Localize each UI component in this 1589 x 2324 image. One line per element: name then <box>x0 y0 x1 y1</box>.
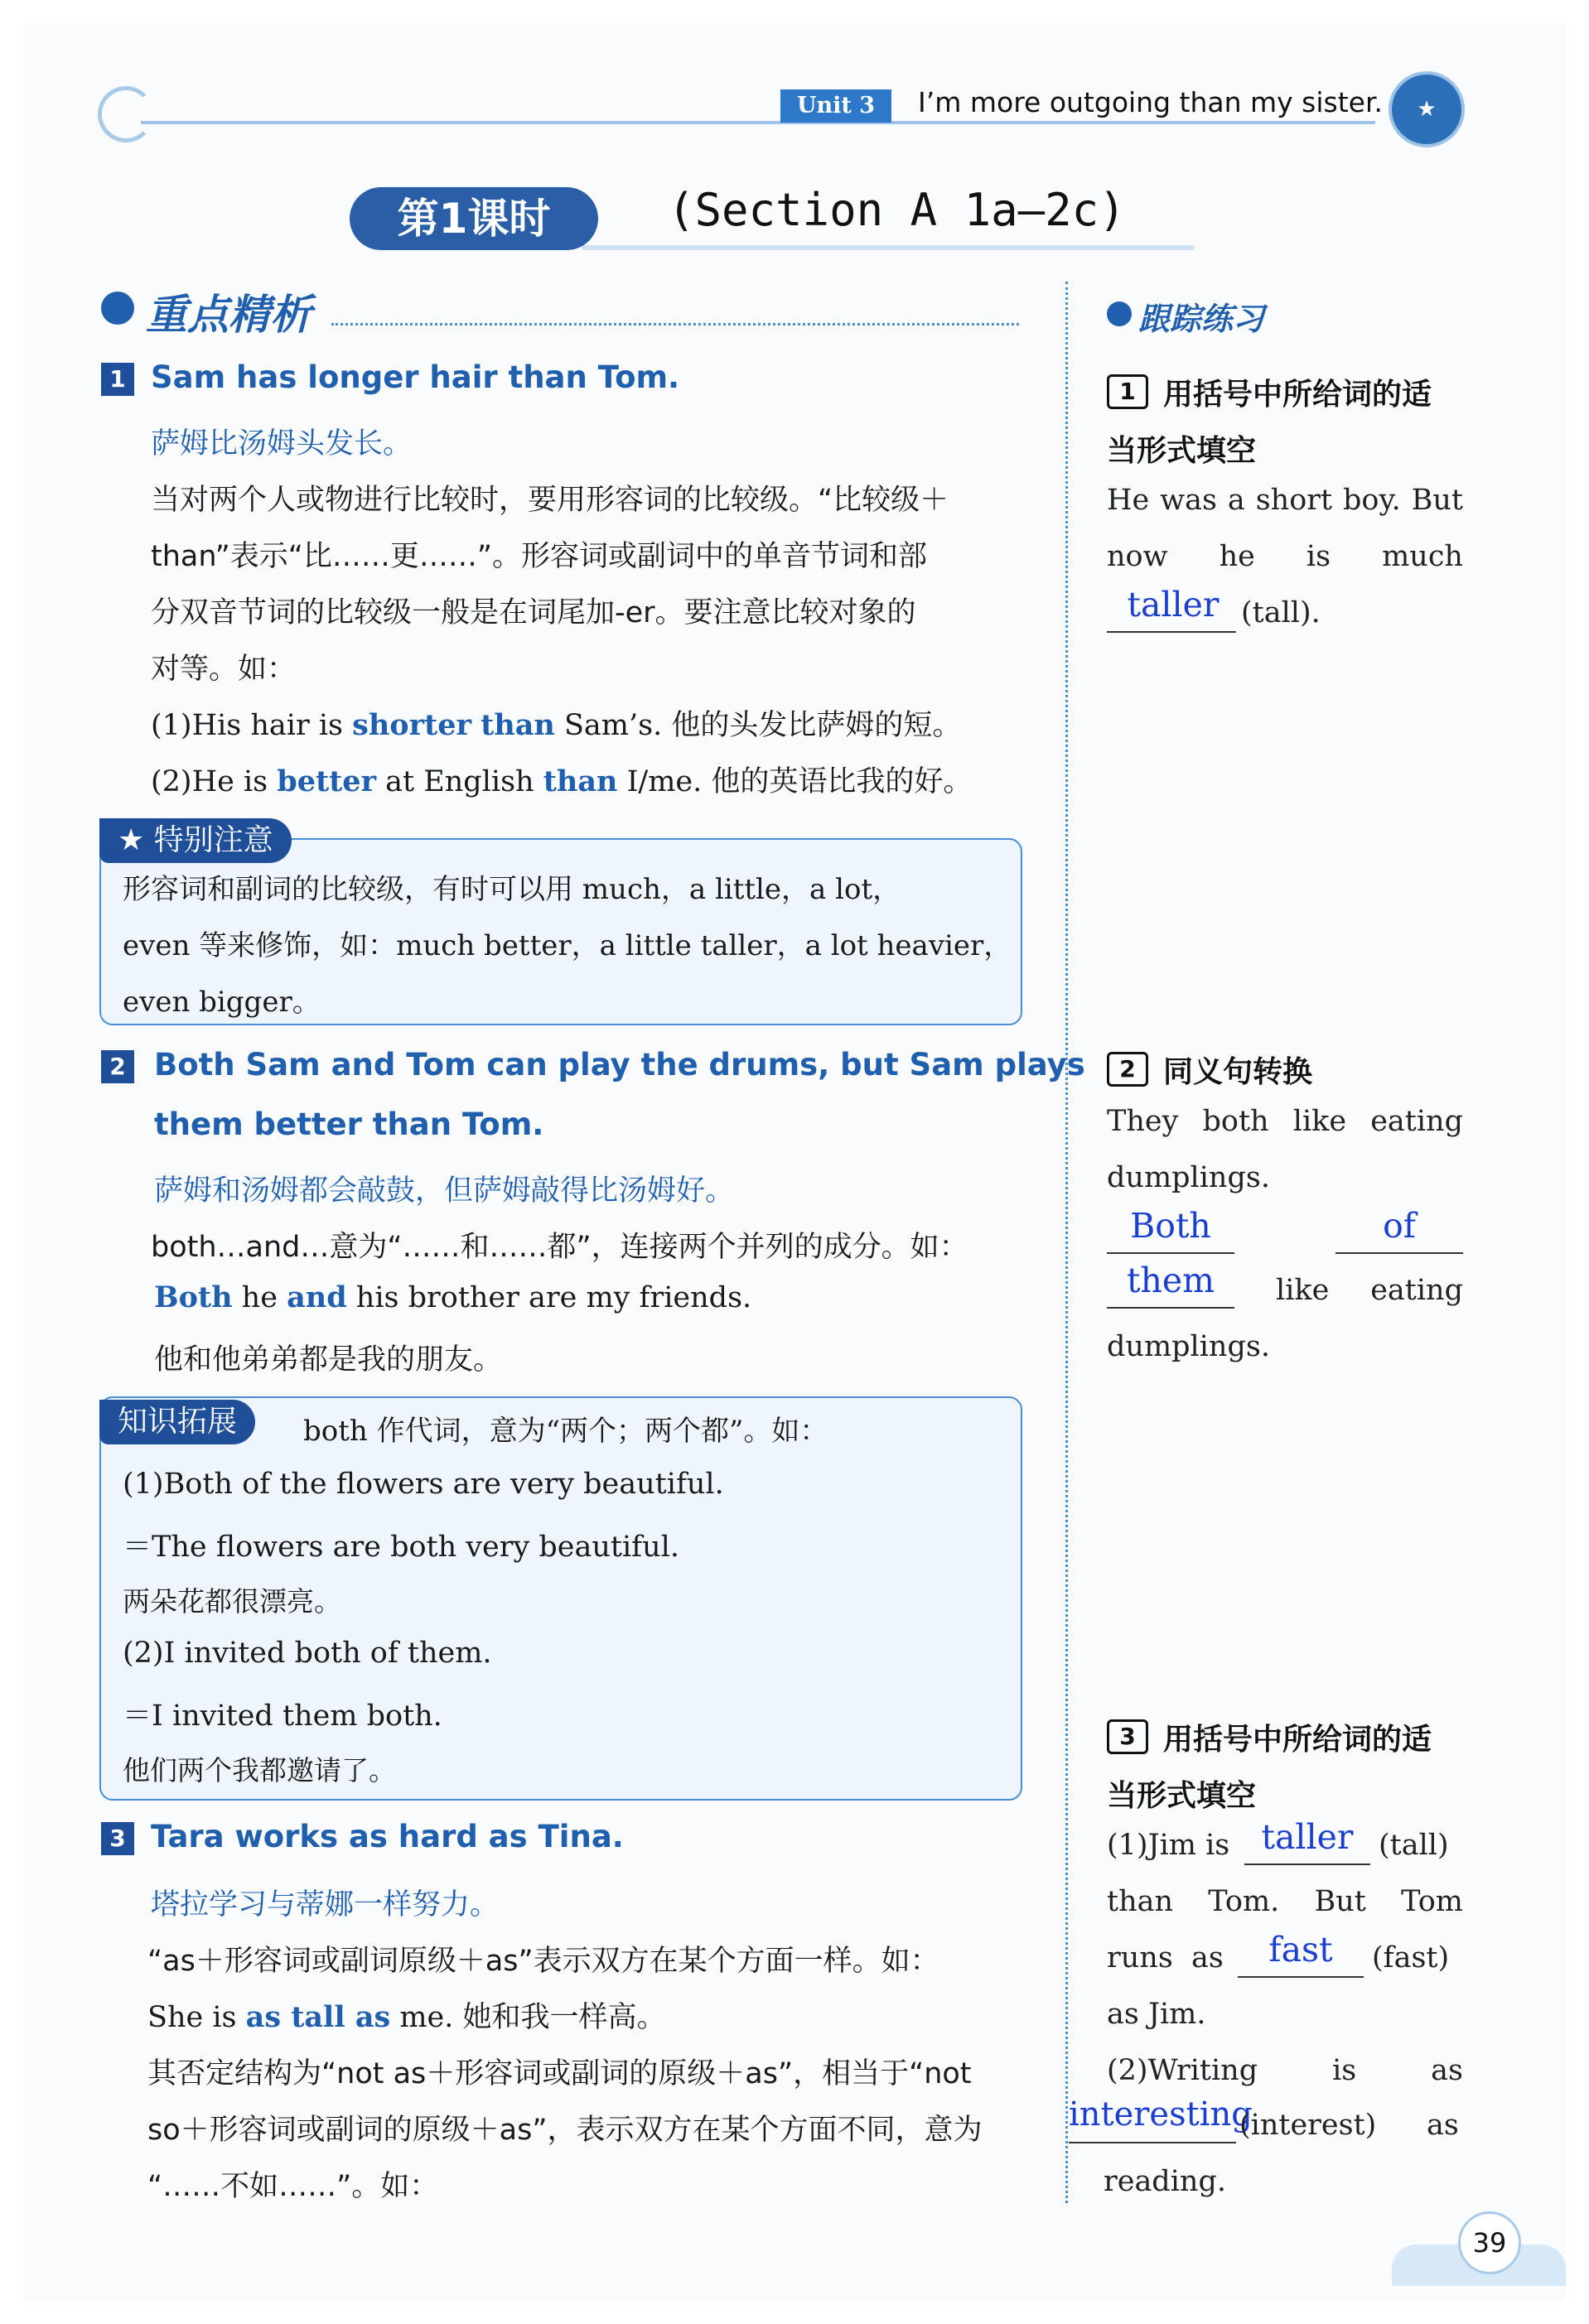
extension-line: 他们两个我都邀请了。 <box>123 1754 396 1786</box>
answer-blank[interactable] <box>1335 1252 1463 1254</box>
unit-title: I’m more outgoing than my sister. <box>918 86 1383 118</box>
question2-title: 同义句转换 <box>1163 1055 1313 1089</box>
question3-text: runs as <box>1107 1941 1224 1974</box>
question3-hint: (tall) <box>1379 1829 1449 1862</box>
point-number: 1 <box>101 363 134 396</box>
lesson-title: (Section A 1a—2c) <box>668 184 1126 236</box>
extension-line: (2)I invited both of them. <box>123 1637 492 1670</box>
question3-text: reading. <box>1104 2165 1226 2198</box>
answer-blank[interactable] <box>1107 631 1236 633</box>
point1-text-line: than”表示“比……更……”。形容词或副词中的单音节词和部 <box>151 540 928 573</box>
point3-text-line: “as＋形容词或副词原级＋as”表示双方在某个方面一样。如： <box>147 1945 939 1978</box>
column-divider <box>1065 282 1068 2203</box>
question1-text: He was a short boy. But <box>1107 484 1463 517</box>
point1-example-2: (2)He is better at English than I/me. 他的英语比我的好。 <box>151 764 973 798</box>
question3-text: as Jim. <box>1107 1998 1206 2031</box>
unit-badge: Unit 3 <box>780 89 891 123</box>
point3-text-line: so＋形容词或副词的原级＋as”，表示双方在某个方面不同，意为 <box>147 2114 983 2147</box>
extension-line: 两朵花都很漂亮。 <box>123 1585 341 1618</box>
answer-text: taller <box>1127 585 1220 624</box>
question-number: 3 <box>1107 1719 1148 1754</box>
question-number: 1 <box>1107 374 1148 409</box>
question3-hint: (interest) <box>1239 2109 1377 2142</box>
pencil-icon <box>1107 301 1132 326</box>
point1-translation: 萨姆比汤姆头发长。 <box>151 427 413 460</box>
note-line: 形容词和副词的比较级，有时可以用 much，a little，a lot， <box>123 873 901 906</box>
answer-blank[interactable] <box>1238 1976 1364 1978</box>
point1-title: Sam has longer hair than Tom. <box>151 359 680 395</box>
swirl-icon <box>98 86 154 142</box>
point2-translation: 萨姆和汤姆都会敲鼓，但萨姆敲得比汤姆好。 <box>154 1174 735 1208</box>
point2-example: Both he and his brother are my friends. <box>154 1280 752 1314</box>
question3-title: 用括号中所给词的适 <box>1163 1723 1432 1757</box>
point3-translation: 塔拉学习与蒂娜一样努力。 <box>151 1888 500 1921</box>
answer-text: of <box>1383 1206 1416 1246</box>
note-line: even 等来修饰，如：much better，a little taller，a lot heavier， <box>123 929 1012 962</box>
header-rule <box>141 121 1375 124</box>
answer-blank[interactable] <box>1107 1252 1234 1254</box>
question3-text: (2)Writing is as <box>1107 2054 1463 2087</box>
point1-example-1: (1)His hair is shorter than Sam’s. 他的头发比萨姆的短。 <box>151 708 962 742</box>
publisher-logo-icon: ★ <box>1389 71 1465 147</box>
answer-blank[interactable] <box>1107 1307 1234 1309</box>
note-line: even bigger。 <box>123 986 321 1019</box>
point-number: 3 <box>101 1822 134 1855</box>
question2-text: dumplings. <box>1107 1330 1270 1363</box>
page-number: 39 <box>1458 2211 1521 2274</box>
point3-title: Tara works as hard as Tina. <box>151 1819 624 1854</box>
question2-text: They both like eating <box>1107 1105 1463 1138</box>
point2-title-line: them better than Tom. <box>154 1107 544 1142</box>
point2-example-translation: 他和他弟弟都是我的朋友。 <box>154 1343 503 1377</box>
answer-text: them <box>1126 1261 1215 1300</box>
question1-hint: (tall). <box>1241 596 1321 629</box>
answer-blank[interactable] <box>1069 2142 1236 2143</box>
extension-head: both 作代词，意为“两个；两个都”。如： <box>303 1415 828 1448</box>
answer-text: taller <box>1261 1817 1354 1857</box>
lesson-underline <box>582 245 1195 250</box>
extension-line: ＝The flowers are both very beautiful. <box>123 1531 679 1564</box>
point-number: 2 <box>101 1050 134 1083</box>
point1-text-line: 分双音节词的比较级一般是在词尾加-er。要注意比较对象的 <box>151 596 916 629</box>
question3-text: (1)Jim is <box>1107 1829 1230 1862</box>
point2-title-line: Both Sam and Tom can play the drums, but Sam plays <box>154 1047 1085 1082</box>
point1-text-line: 当对两个人或物进行比较时，要用形容词的比较级。“比较级＋ <box>151 484 949 517</box>
section-title-practice: 跟踪练习 <box>1138 301 1265 337</box>
point1-text-line: 对等。如： <box>151 653 297 686</box>
question3-title: 当形式填空 <box>1107 1779 1257 1813</box>
answer-text: interesting <box>1069 2095 1253 2134</box>
answer-text: Both <box>1130 1206 1211 1246</box>
question-number: 2 <box>1107 1052 1148 1087</box>
point3-example: She is as tall as me. 她和我一样高。 <box>147 2000 666 2034</box>
pencil-icon <box>101 292 134 325</box>
question1-title: 当形式填空 <box>1107 434 1257 468</box>
extension-line: (1)Both of the flowers are very beautiful. <box>123 1468 724 1501</box>
question1-title: 用括号中所给词的适 <box>1163 378 1432 412</box>
extension-tag: 知识拓展 <box>99 1400 255 1444</box>
question2-text: dumplings. <box>1107 1161 1270 1194</box>
answer-text: fast <box>1268 1930 1333 1970</box>
lesson-badge: 第1课时 <box>350 187 598 250</box>
question1-text: now he is much <box>1107 540 1463 573</box>
point2-text-line: both…and…意为“……和……都”，连接两个并列的成分。如： <box>151 1231 968 1264</box>
question3-hint: (fast) <box>1372 1941 1450 1974</box>
question3-text: as <box>1427 2109 1459 2142</box>
note-tag: ★ 特别注意 <box>99 818 292 863</box>
answer-blank[interactable] <box>1244 1864 1370 1865</box>
question2-text: like eating <box>1276 1274 1463 1307</box>
point3-text-line: “……不如……”。如： <box>147 2170 439 2203</box>
point3-text-line: 其否定结构为“not as＋形容词或副词的原级＋as”，相当于“not <box>147 2057 972 2090</box>
section-rule <box>331 323 1019 325</box>
question3-text: than Tom. But Tom <box>1107 1885 1463 1918</box>
extension-line: ＝I invited them both. <box>123 1700 442 1733</box>
section-title-analysis: 重点精析 <box>146 291 312 339</box>
